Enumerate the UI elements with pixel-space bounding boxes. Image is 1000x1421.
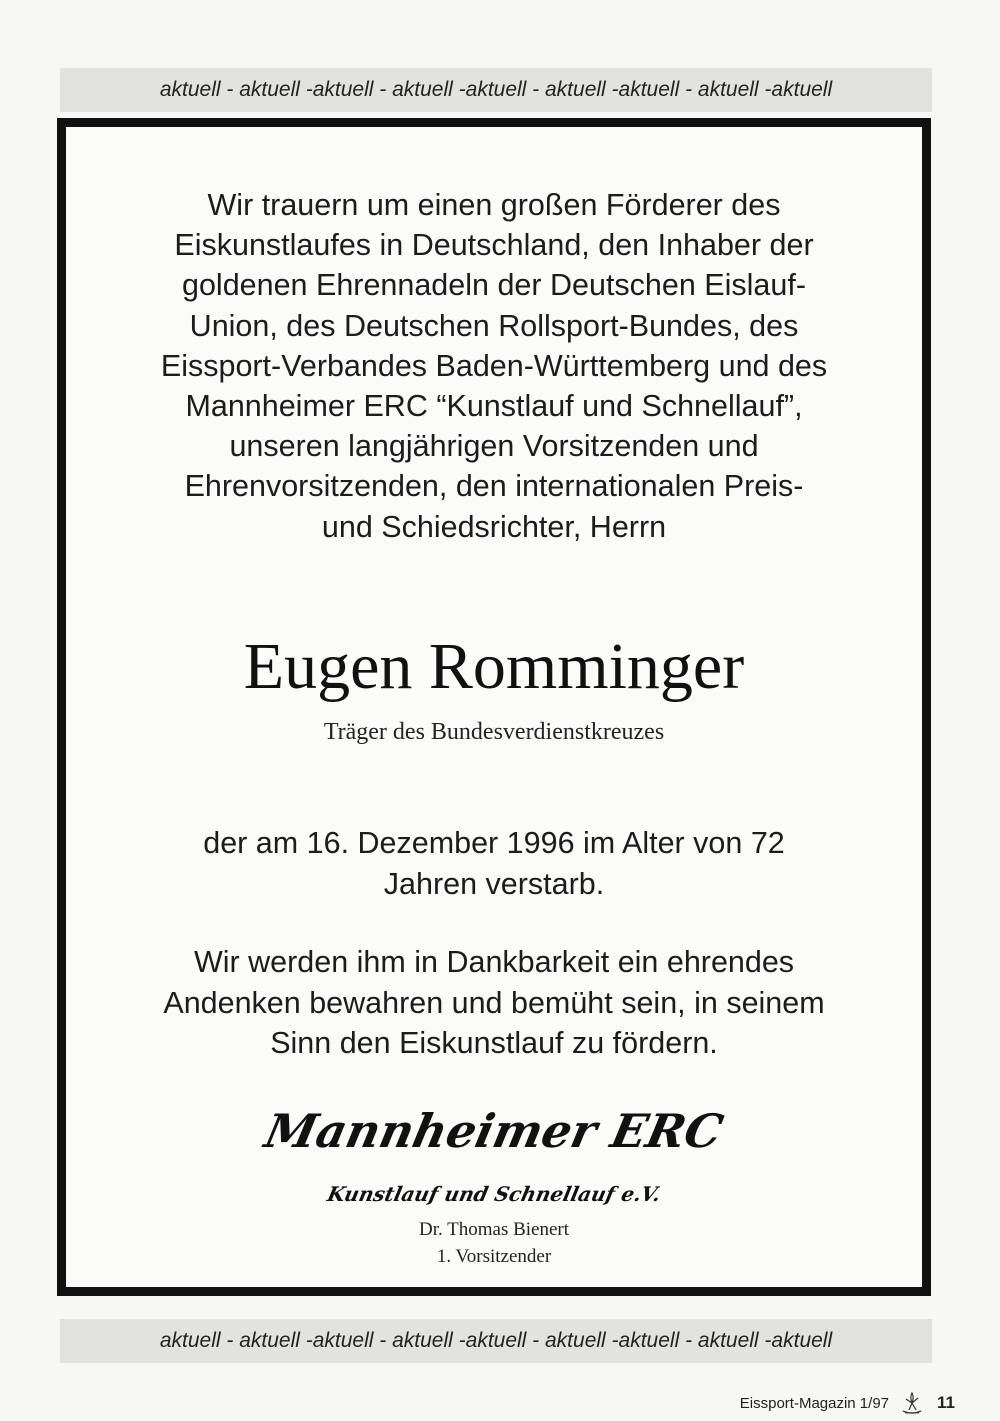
page-footer: [740, 1392, 955, 1414]
intro-line: Eiskunstlaufes in Deutschland, den Inhaber der: [174, 228, 814, 263]
bottom-banner: [60, 1319, 932, 1363]
intro-line: Ehrenvorsitzenden, den internationalen Preis-: [184, 469, 804, 504]
intro-line: Union, des Deutschen Rollsport-Bundes, des: [189, 308, 799, 343]
closing-line: Sinn den Eiskunstlauf zu fördern.: [270, 1026, 718, 1060]
death-line: Jahren verstarb.: [383, 867, 605, 901]
intro-line: Wir trauern um einen großen Förderer des: [207, 188, 781, 222]
bottom-banner-text: aktuell - aktuell -aktuell - aktuell -aktuell - aktuell -aktuell - aktuell -aktuell: [159, 1329, 833, 1352]
skater-logo-icon: [899, 1390, 925, 1416]
closing-line: Wir werden ihm in Dankbarkeit ein ehrendes: [193, 945, 795, 979]
signer-title: 1. Vorsitzender: [436, 1246, 552, 1267]
intro-line: Eissport-Verbandes Baden-Württemberg und des: [160, 348, 828, 383]
signature-organization: Mannheimer ERC: [260, 1104, 728, 1158]
page-number: 11: [937, 1393, 955, 1412]
intro-line: unseren langjährigen Vorsitzenden und: [229, 429, 759, 464]
intro-line: und Schiedsrichter, Herrn: [321, 509, 667, 544]
signer-block: [66, 1216, 922, 1270]
magazine-issue: Eissport-Magazin 1/97: [739, 1394, 890, 1412]
death-line: der am 16. Dezember 1996 im Alter von 72: [203, 826, 785, 860]
obituary-frame: [57, 118, 931, 1296]
top-banner-text: aktuell - aktuell -aktuell - aktuell -aktuell - aktuell -aktuell - aktuell -aktuell: [159, 78, 833, 101]
death-notice: [66, 823, 922, 905]
signature-organization-subtitle: Kunstlauf und Schnellauf e.V.: [325, 1182, 663, 1206]
closing-line: Andenken bewahren und bemüht sein, in seinem: [163, 985, 825, 1020]
signer-name: Dr. Thomas Bienert: [418, 1219, 570, 1240]
intro-line: Mannheimer ERC “Kunstlauf und Schnellauf”,: [185, 389, 803, 424]
deceased-name: Eugen Romminger: [243, 630, 745, 703]
intro-line: goldenen Ehrennadeln der Deutschen Eislauf-: [182, 268, 806, 303]
top-banner: [60, 68, 932, 112]
deceased-honor: Träger des Bundesverdienstkreuzes: [323, 719, 665, 745]
closing-statement: [66, 942, 922, 1064]
obituary-intro: [66, 185, 922, 547]
